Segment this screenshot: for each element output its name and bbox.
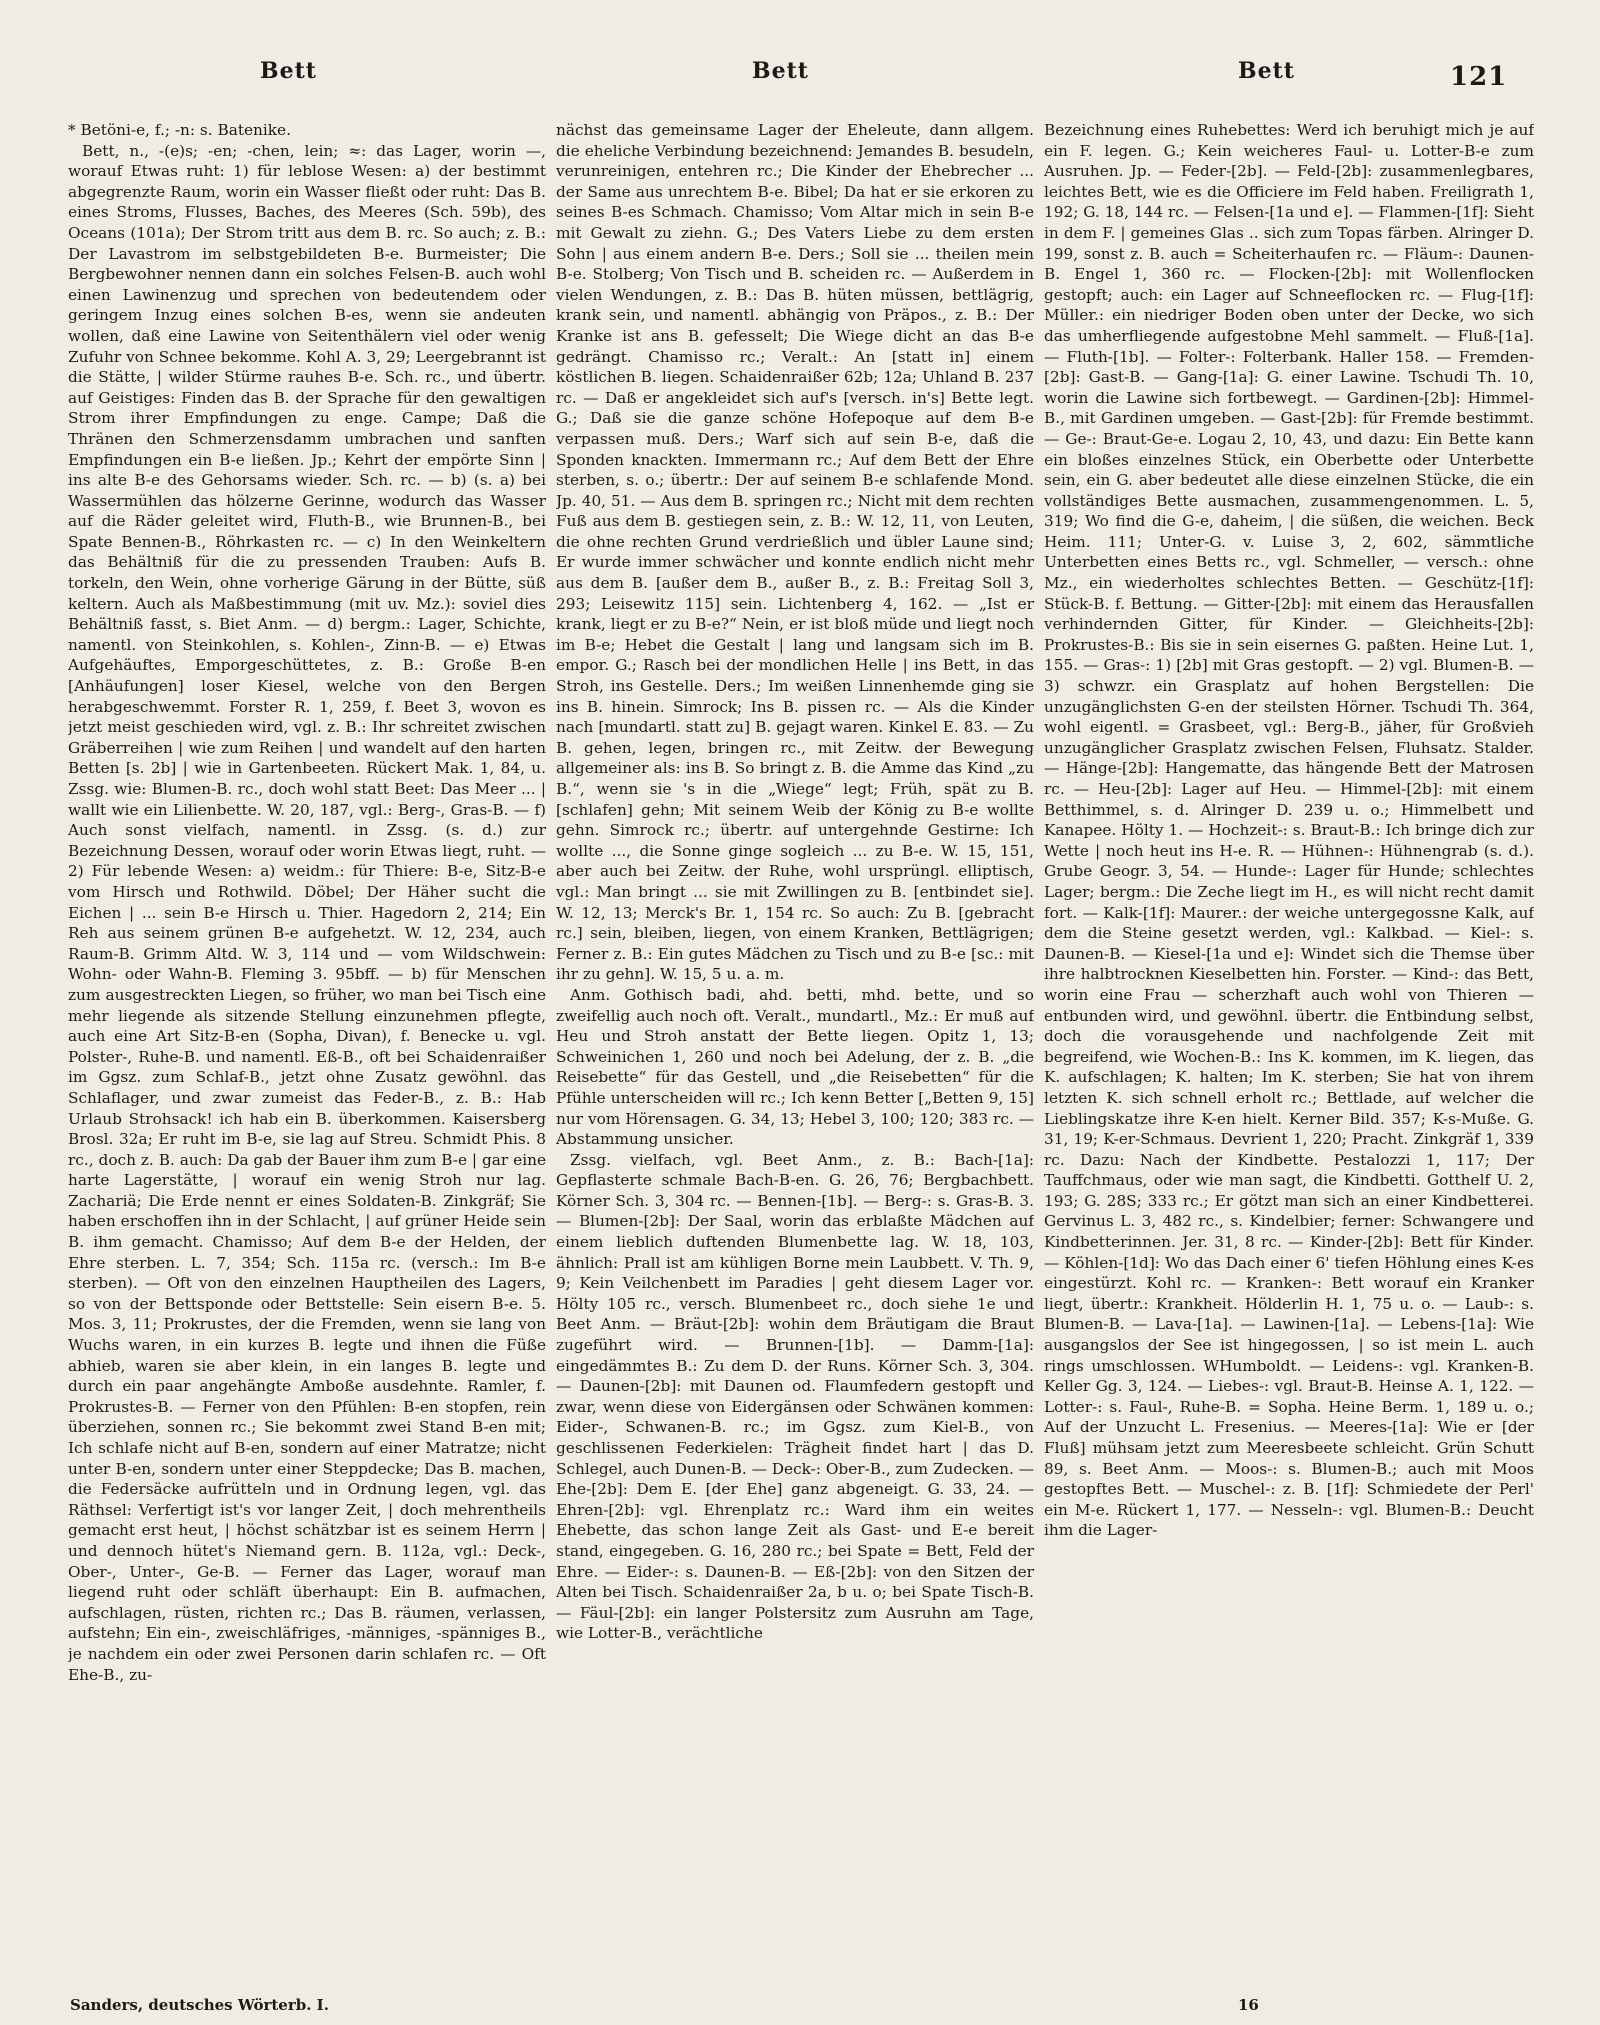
running-head-center: Bett	[752, 58, 809, 84]
entry-paragraph: * Betöni-e, f.; -n: s. Batenike.	[68, 121, 291, 139]
entry-paragraph: nächst das gemeinsame Lager der Eheleute, dann allgem. die eheliche Verbindung bezeichnend: Jemandes B. besudeln, verunreinigen, entehren rc.; Die Kinder der Ehebrecher ... der Same aus unrechtem B-e. Bibel; Da hat er sie erkoren zu seines B-es Schmach. Chamisso; Vom Altar mich in sein B-e mit Gewalt zu ziehn. G.; Des Vaters Liebe zu dem ersten Sohn | aus einem andern B-e. Ders.; Soll sie ... theilen mein B-e. Stolberg; Von Tisch und B. scheiden rc. — Außerdem in vielen Wendungen, z. B.: Das B. hüten müssen, bettlägrig, krank sein, und namentl. abhängig von Präpos., z. B.: Der Kranke ist ans B. gefesselt; Die Wiege dicht an das B-e gedrängt. Chamisso rc.; Veralt.: An [statt in] einem köstlichen B. liegen. Schaidenraißer 62b; 12a; Uhland B. 237 rc. — Daß er angekleidet sich auf's [versch. in's] Bette legt. G.; Daß sie die ganze schöne Hofepoque auf dem B-e verpassen muß. Ders.; Warf sich auf sein B-e, daß die Sponden knackten. Immermann rc.; Auf dem Bett der Ehre sterben, s. o.; übertr.: Der auf seinem B-e schlafende Mond. Jp. 40, 51. — Aus dem B. springen rc.; Nicht mit dem rechten Fuß aus dem B. gestiegen sein, z. B.: W. 12, 11, von Leuten, die ohne rechten Grund verdrießlich und übler Laune sind; Er wurde immer schwächer und konnte endlich nicht mehr aus dem B. [außer dem B., außer B., z. B.: Freitag Soll 3, 293; Leisewitz 115] sein. Lichtenberg 4, 162. — „Ist er krank, liegt er zu B-e?“ Nein, er ist bloß müde und liegt noch im B-e; Hebet die Gestalt | lang und langsam sich im B. empor. G.; Rasch bei der mondlichen Helle | ins Bett, in das Stroh, ins Gestelle. Ders.; Im weißen Linnenhemde ging sie ins B. hinein. Simrock; Ins B. pissen rc. — Als die Kinder nach [mundartl. statt zu] B. gejagt waren. Kinkel E. 83. — Zu B. gehen, legen, bringen rc., mit Zeitw. der Bewegung allgemeiner als: ins B. So bringt z. B. die Amme das Kind „zu B.“, wenn sie 's in die „Wiege“ legt; Früh, spät zu B. [schlafen] gehn; Mit seinem Weib der König zu B-e wollte gehn. Simrock rc.; übertr. auf untergehnde Gestirne: Ich wollte ..., die Sonne ginge sogleich ... zu B-e. W. 15, 151, aber auch bei Zeitw. der Ruhe, wohl ursprüngl. elliptisch, vgl.: Man bringt ... sie mit Zwillingen zu B. [entbindet sie]. W. 12, 13; Merck's Br. 1, 154 rc. So auch: Zu B. [gebracht rc.] sein, bleiben, liegen, von einem Kranken, Bettlägrigen; Ferner z. B.: Ein gutes Mädchen zu Tisch und zu B-e [sc.: mit ihr zu gehn]. W. 15, 5 u. a. m.	[556, 121, 1034, 984]
compounds-paragraph: Bezeichnung eines Ruhebettes: Werd ich beruhigt mich je auf ein F. legen. G.; Kein weicheres Faul- u. Lotter-B-e zum Ausruhen. Jp. — Feder-[2b]. — Feld-[2b]: zusammenlegbares, leichtes Bett, wie es die Officiere im Feld haben. Freiligrath 1, 192; G. 18, 144 rc. — Felsen-[1a und e]. — Flammen-[1f]: Sieht in dem F. | gemeines Glas .. sich zum Topas färben. Alringer D. 199, sonst z. B. auch = Scheiterhaufen rc. — Fläum-: Daunen-B. Engel 1, 360 rc. — Flocken-[2b]: mit Wollenflocken gestopft; auch: ein Lager auf Schneeflocken rc. — Flug-[1f]: Müller.: ein niedriger Boden oben unter der Decke, wo sich das umherfliegende aufgestobne Mehl sammelt. — Fluß-[1a]. — Fluth-[1b]. — Folter-: Folterbank. Haller 158. — Fremden-[2b]: Gast-B. — Gang-[1a]: G. einer Lawine. Tschudi Th. 10, worin die Lawine sich fortbewegt. — Gardinen-[2b]: Himmel-B., mit Gardinen umgeben. — Gast-[2b]: für Fremde bestimmt. — Ge-: Braut-Ge-e. Logau 2, 10, 43, und dazu: Ein Bette kann ein bloßes einzelnes Stück, ein Oberbette oder Unterbette sein, ein G. aber bedeutet alle diese einzelnen Stücke, die ein vollständiges Bette ausmachen, zusammengenommen. L. 5, 319; Wo find die G-e, daheim, | die süßen, die weichen. Beck Heim. 111; Unter-G. v. Luise 3, 2, 602, sämmtliche Unterbetten eines Betts rc., vgl. Schmeller, — versch.: ohne Mz., ein wiederholtes schlechtes Betten. — Geschütz-[1f]: Stück-B. f. Bettung. — Gitter-[2b]: mit einem das Herausfallen verhindernden Gitter, für Kinder. — Gleichheits-[2b]: Prokrustes-B.: Bis sie in sein eisernes G. paßten. Heine Lut. 1, 155. — Gras-: 1) [2b] mit Gras gestopft. — 2) vgl. Blumen-B. — 3) schwzr. ein Grasplatz auf hohen Bergstellen: Die unzugänglichsten G-en der steilsten Hörner. Tschudi Th. 364, wohl eigentl. = Grasbeet, vgl.: Berg-B., jäher, für Großvieh unzugänglicher Grasplatz zwischen Felsen, Fluhsatz. Stalder. — Hänge-[2b]: Hangematte, das hängende Bett der Matrosen rc. — Heu-[2b]: Lager auf Heu. — Himmel-[2b]: mit einem Betthimmel, s. d. Alringer D. 239 u. o.; Himmelbett und Kanapee. Hölty 1. — Hochzeit-: s. Braut-B.: Ich bringe dich zur Wette | noch heut ins H-e. R. — Hühnen-: Hühnengrab (s. d.). Grube Geogr. 3, 54. — Hunde-: Lager für Hunde; schlechtes Lager; bergm.: Die Zeche liegt im H., es will nicht recht damit fort. — Kalk-[1f]: Maurer.: der weiche untergegossne Kalk, auf dem die Steine gesetzt werden, vgl.: Kalkbad. — Kiel-: s. Daunen-B. — Kiesel-[1a und e]: Windet sich die Themse über ihre halbtrocknen Kieselbetten hin. Forster. — Kind-: das Bett, worin eine Frau — scherzhaft auch wohl von Thieren — entbunden wird, und gewöhnl. übertr. die Entbindung selbst, doch die vorausgehende und nachfolgende Zeit mit begreifend, wie Wochen-B.: Ins K. kommen, im K. liegen, das K. aufschlagen; K. halten; Im K. sterben; Sie hat von ihrem letzten K. sich schnell erholt rc.; Bettlade, auf welcher die Lieblingskatze ihre K-en hielt. Kerner Bild. 357; K-s-Muße. G. 31, 19; K-er-Schmaus. Devrient 1, 220; Pracht. Zinkgräf 1, 339 rc. Dazu: Nach der Kindbette. Pestalozzi 1, 117; Der Tauffchmaus, oder wie man sagt, die Kindbetti. Gotthelf U. 2, 193; G. 28S; 333 rc.; Er götzt man sich an einer Kindbetterei. Gervinus L. 3, 482 rc., s. Kindelbier; ferner: Schwangere und Kindbetterinnen. Jer. 31, 8 rc. — Kinder-[2b]: Bett für Kinder. — Köhlen-[1d]: Wo das Dach einer 6' tiefen Höhlung eines K-es eingestürzt. Kohl rc. — Kranken-: Bett worauf ein Kranker liegt, übertr.: Krankheit. Hölderlin H. 1, 75 u. o. — Laub-: s. Blumen-B. — Lava-[1a]. — Lawinen-[1a]. — Lebens-[1a]: Wie ausgangslos der See ist hingegossen, | so ist mein L. auch rings umschlossen. WHumboldt. — Leidens-: vgl. Kranken-B. Keller Gg. 3, 124. — Liebes-: vgl. Braut-B. Heinse A. 1, 122. — Lotter-: s. Faul-, Ruhe-B. = Sopha. Heine Berm. 1, 189 u. o.; Auf der Unzucht L. Fresenius. — Meeres-[1a]: Wie er [der Fluß] mühsam jetzt zum Meeresbeete schleicht. Grün Schutt 89, s. Beet Anm. — Moos-: s. Blumen-B.; auch mit Moos gestopftes Bett. — Muschel-: z. B. [1f]: Schmiedete der Perl' ein M-e. Rückert 1, 177. — Nesseln-: vgl. Blumen-B.: Deucht ihm die Lager-	[1044, 121, 1534, 1540]
text-column-3	[1044, 120, 1534, 1960]
running-head-left: Bett	[260, 58, 317, 84]
text-column-1	[68, 120, 546, 1960]
text-column-2	[556, 120, 1034, 1960]
sheet-number: 16	[1238, 1996, 1259, 2014]
running-head-right: Bett	[1238, 58, 1295, 84]
printer-signature: Sanders, deutsches Wörterb. I.	[70, 1996, 329, 2014]
entry-paragraph: Bett, n., -(e)s; -en; -chen, lein; ≈: das Lager, worin —, worauf Etwas ruht: 1) für leblose Wesen: a) der bestimmt abgegrenzte Raum, worin ein Wasser fließt oder ruht: Das B. eines Stroms, Flusses, Baches, des Meeres (Sch. 59b), des Oceans (101a); Der Strom tritt aus dem B. rc. So auch; z. B.: Der Lavastrom im selbstgebildeten B-e. Burmeister; Die Bergbewohner nennen dann ein solches Felsen-B. auch wohl einen Lawinenzug und sprechen von bedeutendem oder geringem Inzug eines solchen B-es, wenn sie andeuten wollen, daß eine Lawine von Seitenthälern viel oder wenig Zufuhr von Schnee bekomme. Kohl A. 3, 29; Leergebrannt ist die Stätte, | wilder Stürme rauhes B-e. Sch. rc., und übertr. auf Geistiges: Finden das B. der Sprache für den gewaltigen Strom ihrer Empfindungen zu enge. Campe; Daß die Thränen den Schmerzensdamm umbrachen und sanften Empfindungen ein B-e ließen. Jp.; Kehrt der empörte Sinn | ins alte B-e des Gehorsams wieder. Sch. rc. — b) (s. a) bei Wassermühlen das hölzerne Gerinne, wodurch das Wasser auf die Räder geleitet wird, Fluth-B., wie Brunnen-B., bei Spate Bennen-B., Röhrkasten rc. — c) In den Weinkeltern das Behältniß für die zu pressenden Trauben: Aufs B. torkeln, den Wein, ohne vorherige Gärung in der Bütte, süß keltern. Auch als Maßbestimmung (mit uv. Mz.): soviel dies Behältniß fasst, s. Biet Anm. — d) bergm.: Lager, Schichte, namentl. von Steinkohlen, s. Kohlen-, Zinn-B. — e) Etwas Aufgehäuftes, Emporgeschüttetes, z. B.: Große B-en [Anhäufungen] loser Kiesel, welche von den Bergen herabgeschwemmt. Forster R. 1, 259, f. Beet 3, wovon es jetzt meist geschieden wird, vgl. z. B.: Ihr schreitet zwischen Gräberreihen | wie zum Reihen | und wandelt auf den harten Betten [s. 2b] | wie in Gartenbeeten. Rückert Mak. 1, 84, u. Zssg. wie: Blumen-B. rc., doch wohl statt Beet: Das Meer ... | wallt wie ein Lilienbette. W. 20, 187, vgl.: Berg-, Gras-B. — f) Auch sonst vielfach, namentl. in Zssg. (s. d.) zur Bezeichnung Dessen, worauf oder worin Etwas liegt, ruht. — 2) Für lebende Wesen: a) weidm.: für Thiere: B-e, Sitz-B-e vom Hirsch und Rothwild. Döbel; Der Häher sucht die Eichen | ... sein B-e Hirsch u. Thier. Hagedorn 2, 214; Ein Reh aus seinem grünen B-e aufgehetzt. W. 12, 234, auch Raum-B. Grimm Altd. W. 3, 114 und — vom Wildschwein: Wohn- oder Wahn-B. Fleming 3. 95bff. — b) für Menschen zum ausgestreckten Liegen, so früher, wo man bei Tisch eine mehr liegende als sitzende Stellung einzunehmen pflegte, auch eine Art Sitz-B-en (Sopha, Divan), f. Benecke u. vgl. Polster-, Ruhe-B. und namentl. Eß-B., oft bei Schaidenraißer im Ggsz. zum Schlaf-B., jetzt ohne Zusatz gewöhnl. das Schlaflager, und zwar zumeist das Feder-B., z. B.: Hab Urlaub Strohsack! ich hab ein B. überkommen. Kaisersberg Brosl. 32a; Er ruht im B-e, sie lag auf Streu. Schmidt Phis. 8 rc., doch z. B. auch: Da gab der Bauer ihm zum B-e | gar eine harte Lagerstätte, | worauf ein wenig Stroh nur lag. Zachariä; Die Erde nennt er eines Soldaten-B. Zinkgräf; Sie haben erschoffen ihn in der Schlacht, | auf grüner Heide sein B. ihm gemacht. Chamisso; Auf dem B-e der Helden, der Ehre sterben. L. 7, 354; Sch. 115a rc. (versch.: Im B-e sterben). — Oft von den einzelnen Hauptheilen des Lagers, so von der Bettsponde oder Bettstelle: Sein eisern B-e. 5. Mos. 3, 11; Prokrustes, der die Fremden, wenn sie lang von Wuchs waren, in ein kurzes B. legte und ihnen die Füße abhieb, waren sie aber klein, in ein langes B. legte und durch ein paar angehängte Amboße ausdehnte. Ramler, f. Prokrustes-B. — Ferner von den Pfühlen: B-en stopfen, rein überziehen, sonnen rc.; Sie bekommt zwei Stand B-en mit; Ich schlafe nicht auf B-en, sondern auf einer Matratze; nicht unter B-en, sondern unter einer Steppdecke; Das B. machen, die Federsäcke aufrütteln und in Ordnung legen, vgl. das Räthsel: Verfertigt ist's vor langer Zeit, | doch mehrentheils gemacht erst heut, | höchst schätzbar ist es seinem Herrn | und dennoch hütet's Niemand gern. B. 112a, vgl.: Deck-, Ober-, Unter-, Ge-B. — Ferner das Lager, worauf man liegend ruht oder schläft überhaupt: Ein B. aufmachen, aufschlagen, rüsten, richten rc.; Das B. räumen, verlassen, aufstehn; Ein ein-, zweischläfriges, -männiges, -spänniges B., je nachdem ein oder zwei Personen darin schlafen rc. — Oft Ehe-B., zu-	[68, 141, 546, 1684]
page-number: 121	[1450, 62, 1508, 92]
note-paragraph: Anm. Gothisch badi, ahd. betti, mhd. bette, und so zweifellig auch noch oft. Veralt., mundartl., Mz.: Er muß auf Heu und Stroh anstatt der Bette liegen. Opitz 1, 13; Schweinichen 1, 260 und noch bei Adelung, der z. B. „die Reisebette“ für das Gestell, und „die Reisebetten“ für die Pfühle unterscheiden will rc.; Ich kenn Better [„Betten 9, 15] nur vom Hörensagen. G. 34, 13; Hebel 3, 100; 120; 383 rc. — Abstammung unsicher.	[556, 985, 1034, 1149]
compounds-paragraph: Zssg. vielfach, vgl. Beet Anm., z. B.: Bach-[1a]: Gepflasterte schmale Bach-B-en. G. 26, 76; Bergbachbett. Körner Sch. 3, 304 rc. — Bennen-[1b]. — Berg-: s. Gras-B. 3. — Blumen-[2b]: Der Saal, worin das erblaßte Mädchen auf einem lieblich duftenden Blumenbette lag. W. 18, 103, ähnlich: Prall ist am kühligen Borne mein Laubbett. V. Th. 9, 9; Kein Veilchenbett im Paradies | geht diesem Lager vor. Hölty 105 rc., versch. Blumenbeet rc., doch siehe 1e und Beet Anm. — Bräut-[2b]: wohin dem Bräutigam die Braut zugeführt wird. — Brunnen-[1b]. — Damm-[1a]: eingedämmtes B.: Zu dem D. der Runs. Körner Sch. 3, 304. — Daunen-[2b]: mit Daunen od. Flaumfedern gestopft und zwar, wenn diese von Eidergänsen oder Schwänen kommen: Eider-, Schwanen-B. rc.; im Ggsz. zum Kiel-B., von geschlissenen Federkielen: Trägheit findet hart | das D. Schlegel, auch Dunen-B. — Deck-: Ober-B., zum Zudecken. — Ehe-[2b]: Dem E. [der Ehe] ganz abgeneigt. G. 33, 24. — Ehren-[2b]: vgl. Ehrenplatz rc.: Ward ihm ein weites Ehebette, das schon lange Zeit als Gast- und E-e bereit stand, eingegeben. G. 16, 280 rc.; bei Spate = Bett, Feld der Ehre. — Eider-: s. Daunen-B. — Eß-[2b]: von den Sitzen der Alten bei Tisch. Schaidenraißer 2a, b u. o; bei Spate Tisch-B. — Fäul-[2b]: ein langer Polstersitz zum Ausruhn am Tage, wie Lotter-B., verächtliche	[556, 1150, 1034, 1643]
